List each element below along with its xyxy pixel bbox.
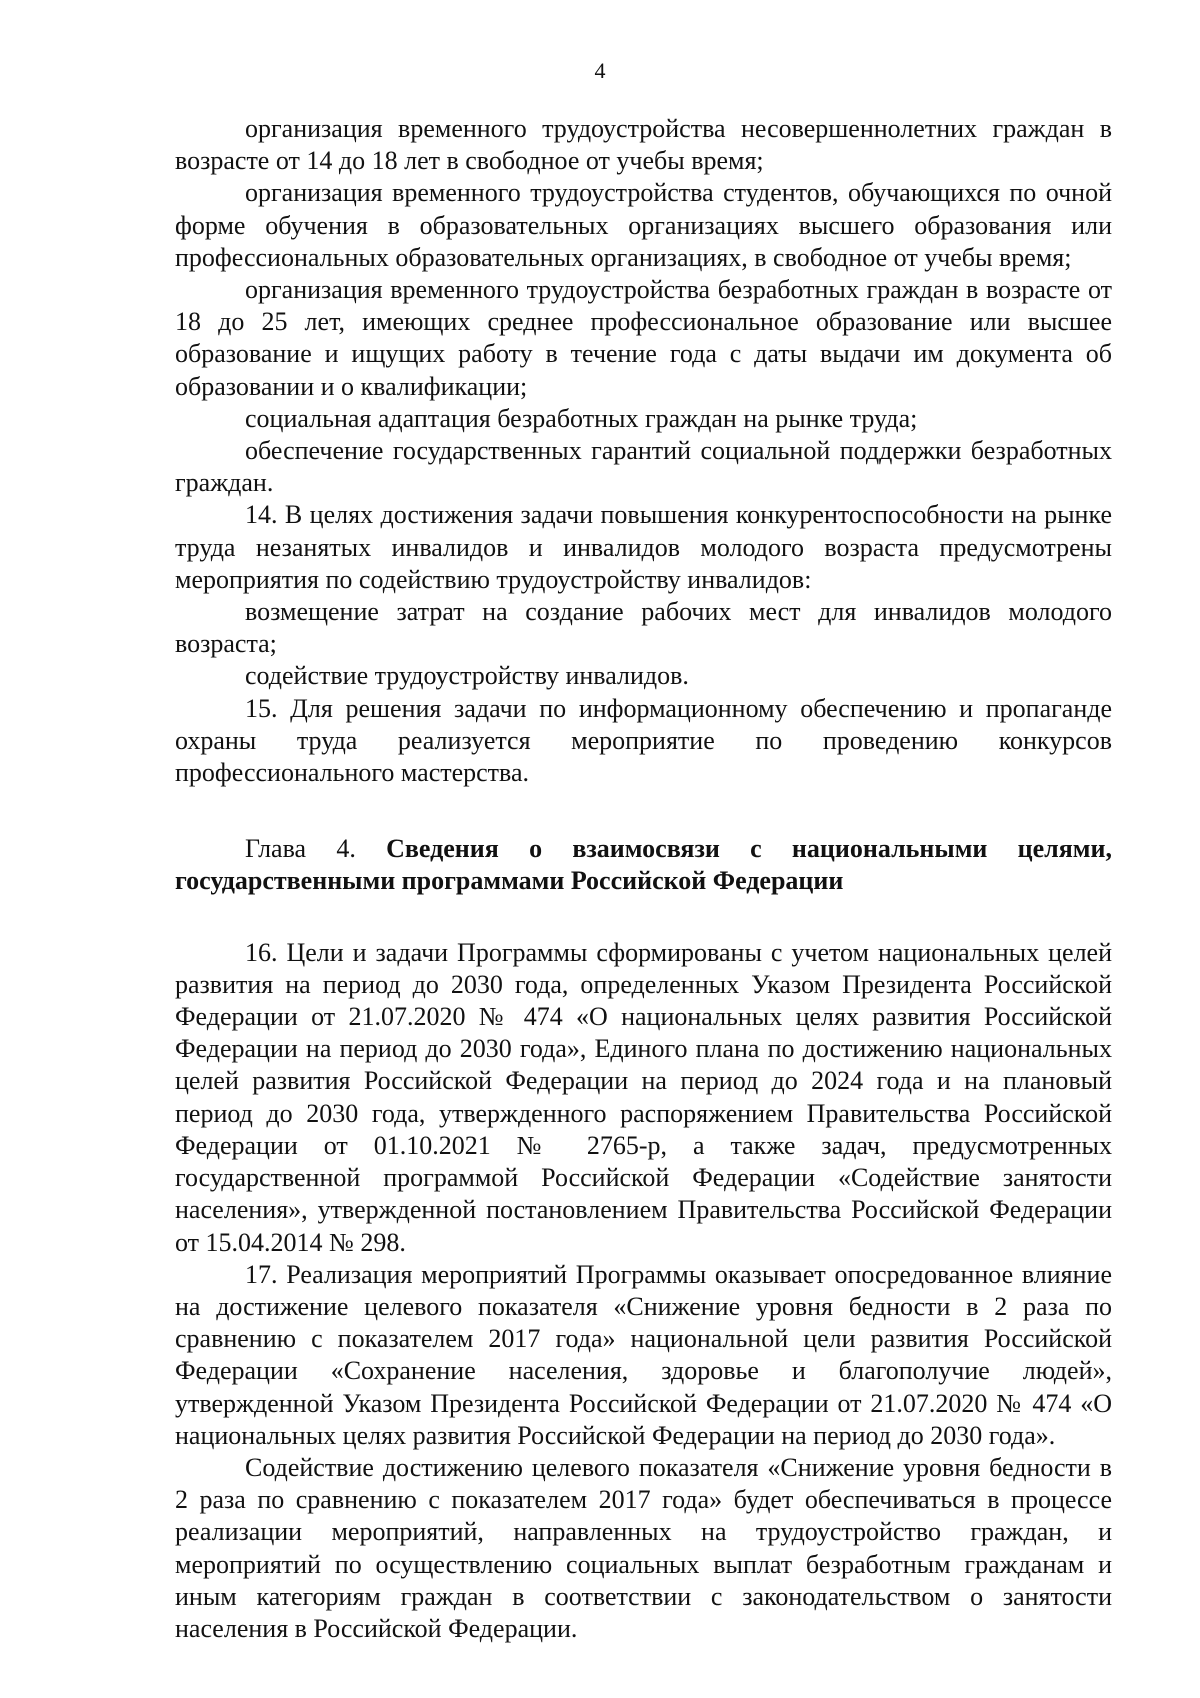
document-body (175, 113, 1112, 1645)
paragraph-item-16: 16. Цели и задачи Программы сформированы с учетом национальных целей развития на период до 2030 года, определенных Указом Президента Российской Федерации от 21.07.2020 № 474 «О национальных целях развития Российской Федерации на период до 2030 года», Единого плана по достижению национальных целей развития Российской Федерации на период до 2024 года и на плановый период до 2030 года, утвержденного распоряжением Правительства Российской Федерации от 01.10.2021 № 2765-р, а также задач, предусмотренных государственной программой Российской Федерации «Содействие занятости населения», утвержденной постановлением Правительства Российской Федерации от 15.04.2014 № 298. (175, 937, 1112, 1257)
chapter-number: Глава 4. (245, 834, 356, 864)
paragraph: социальная адаптация безработных граждан на рынке труда; (245, 403, 918, 433)
paragraph-item-14: 14. В целях достижения задачи повышения конкурентоспособности на рынке труда незанятых инвалидов и инвалидов молодого возраста предусмотрены мероприятия по содействию трудоустройству инвалидов: (175, 500, 1112, 594)
paragraph-item-17: 17. Реализация мероприятий Программы оказывает опосредованное влияние на достижение целевого показателя «Снижение уровня бедности в 2 раза по сравнению с показателем 2017 года» национальной цели развития Российской Федерации «Сохранение населения, здоровье и благополучие людей», утвержденной Указом Президента Российской Федерации от 21.07.2020 № 474 «О национальных целях развития Российской Федерации на период до 2030 года». (175, 1259, 1112, 1450)
paragraph: содействие трудоустройству инвалидов. (245, 661, 689, 691)
paragraph: организация временного трудоустройства безработных граждан в возрасте от 18 до 25 лет, имеющих среднее профессиональное образование или высшее образование и ищущих работу в течение года с даты выдачи им документа об образовании и о квалификации; (175, 275, 1112, 401)
page-number: 4 (594, 58, 606, 83)
paragraph: организация временного трудоустройства студентов, обучающихся по очной форме обучения в образовательных организациях высшего образования или профессиональных образовательных организациях, в свободное от учебы время; (175, 178, 1112, 272)
chapter-heading (175, 833, 1112, 897)
paragraph: обеспечение государственных гарантий социальной поддержки безработных граждан. (175, 436, 1112, 498)
chapter-title: Сведения о взаимосвязи с национальными целями, государственными программами Российской Федерации (175, 834, 1112, 896)
paragraph: Содействие достижению целевого показателя «Снижение уровня бедности в 2 раза по сравнению с показателем 2017 года» будет обеспечиваться в процессе реализации мероприятий, направленных на трудоустройство граждан, и мероприятий по осуществлению социальных выплат безработным гражданам и иным категориям граждан в соответствии с законодательством о занятости населения в Российской Федерации. (175, 1452, 1112, 1643)
paragraph: организация временного трудоустройства несовершеннолетних граждан в возрасте от 14 до 18 лет в свободное от учебы время; (175, 114, 1112, 176)
paragraph: возмещение затрат на создание рабочих мест для инвалидов молодого возраста; (175, 597, 1112, 659)
paragraph-item-15: 15. Для решения задачи по информационному обеспечению и пропаганде охраны труда реализуется мероприятие по проведению конкурсов профессионального мастерства. (175, 693, 1112, 788)
